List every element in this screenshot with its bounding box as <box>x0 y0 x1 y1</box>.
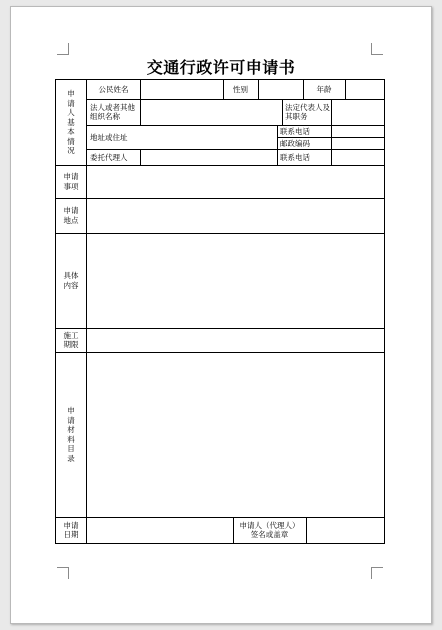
application-form-table <box>55 79 385 544</box>
age-label: 年龄 <box>316 85 332 94</box>
org-name-label: 法人或者其他组织名称 <box>90 103 135 121</box>
agent-label: 委托代理人 <box>90 152 128 162</box>
location-label: 申请地点 <box>63 206 79 225</box>
date-label: 申请日期 <box>63 520 79 539</box>
applicant-section-label: 申请人基本情况 <box>67 89 75 156</box>
address-label: 地址或住址 <box>90 132 128 142</box>
phone-label: 联系电话 <box>280 126 310 136</box>
materials-label: 申请材料目录 <box>67 406 75 463</box>
gender-label: 性别 <box>233 85 248 94</box>
matter-label: 申请事项 <box>63 172 79 191</box>
period-label: 施工期限 <box>63 330 79 349</box>
agent-phone-label: 联系电话 <box>280 152 310 162</box>
citizen-name-label: 公民姓名 <box>98 85 129 94</box>
content-label: 具体内容 <box>63 271 79 290</box>
legal-rep-label: 法定代表人及其职务 <box>285 103 330 121</box>
crop-mark-bottom-right <box>371 567 383 579</box>
document-page <box>10 6 432 624</box>
crop-mark-top-right <box>371 43 383 55</box>
signature-label: 申请人（代理人）签名或盖章 <box>239 521 300 539</box>
document-title: 交通行政许可申请书 <box>146 58 296 77</box>
crop-mark-top-left <box>57 43 69 55</box>
postcode-label: 邮政编码 <box>280 138 310 148</box>
crop-mark-bottom-left <box>57 567 69 579</box>
